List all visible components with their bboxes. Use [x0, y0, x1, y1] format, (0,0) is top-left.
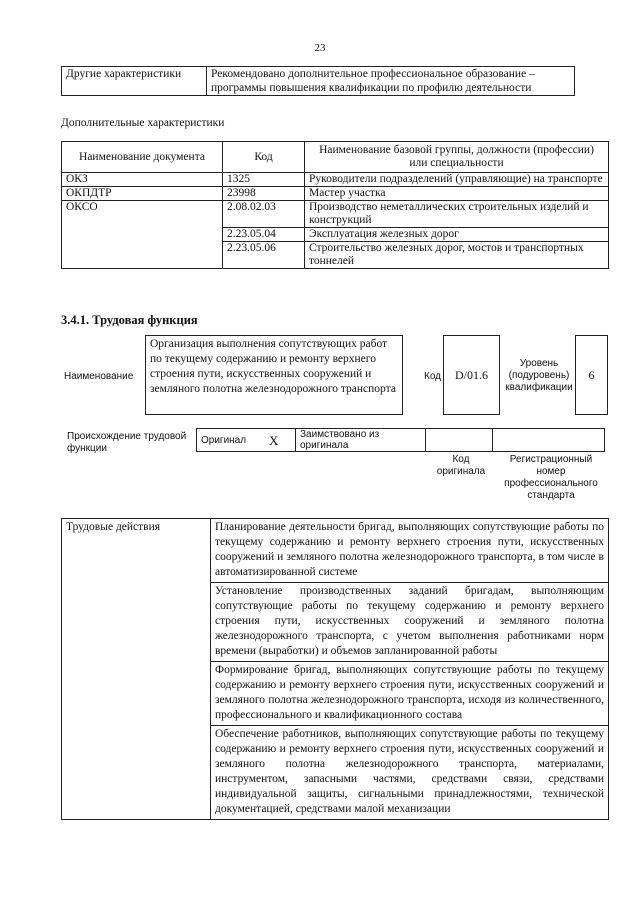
- origin-label: Происхождение трудовой функции: [67, 431, 187, 454]
- table-row: [62, 173, 609, 187]
- original-code-caption: Код оригинала: [436, 454, 486, 477]
- header-code: Код: [223, 142, 305, 173]
- labor-action-item: Установление производственных заданий бригадам, выполняющим сопутствующие работы по текущему содержанию и ремонту верхнего строения пути, искусственных сооружений и земляного полотна железнодорожного транспорта, с учетом выполнения работниками норм времени (выработки) и объемов запланированной работы: [211, 583, 609, 662]
- name-cell: Руководители подразделений (управляющие) на транспорте: [305, 173, 609, 187]
- doc-cell: ОКСО: [62, 201, 223, 269]
- name-label: Наименование: [64, 371, 134, 382]
- original-code-cell: [426, 429, 493, 452]
- labor-actions-label: Трудовые действия: [62, 519, 211, 820]
- name-cell: Эксплуатация железных дорог: [305, 228, 609, 242]
- labor-function-title: 3.4.1. Трудовая функция: [61, 313, 198, 327]
- doc-cell: ОКПДТР: [62, 187, 223, 201]
- code-label: Код: [424, 371, 442, 382]
- table-header-row: [62, 142, 609, 173]
- labor-action-item: Планирование деятельности бригад, выполняющих сопутствующие работы по текущему содержанию и ремонту верхнего строения пути, искусственных сооружений и земляного полотна железнодорожного транспорта, в том числе в автоматизированной системе: [211, 519, 609, 583]
- name-cell: Строительство железных дорог, мостов и транспортных тоннелей: [305, 242, 609, 269]
- other-characteristics-table: [61, 66, 575, 96]
- registration-number-caption: Регистрационный номер профессионального стандарта: [504, 454, 598, 501]
- other-characteristics-value: Рекомендовано дополнительное профессиональное образование – программы повышения квалификации по профилю деятельности: [207, 67, 575, 96]
- code-cell: 2.23.05.04: [223, 228, 305, 242]
- labor-actions-table: [61, 518, 609, 820]
- labor-action-item: Обеспечение работников, выполняющих сопутствующие работы по текущему содержанию и ремонту верхнего строения пути, искусственных сооружений и земляного полотна железнодорожного транспорта, материалами, инструментом, запасными частями, средствами связи, средствами индивидуальной защиты, сигнальными принадлежностями, технической документацией, средствами малой механизации: [211, 726, 609, 820]
- table-row: [62, 187, 609, 201]
- original-mark: X: [265, 429, 296, 452]
- code-cell: 2.23.05.06: [223, 242, 305, 269]
- labor-action-item: Формирование бригад, выполняющих сопутствующие работы по текущему содержанию и ремонту верхнего строения пути, искусственных сооружений и земляного полотна железнодорожного транспорта, исходя из количественного, профессионального и квалификационного состава: [211, 662, 609, 726]
- registration-number-cell: [493, 429, 605, 452]
- page-number: 23: [314, 42, 326, 54]
- name-cell: Производство неметаллических строительных изделий и конструкций: [305, 201, 609, 228]
- borrowed-label: Заимствовано из оригинала: [296, 429, 426, 452]
- header-group-name: Наименование базовой группы, должности (профессии) или специальности: [305, 142, 609, 173]
- additional-characteristics-table: [61, 141, 609, 269]
- doc-cell: ОКЗ: [62, 173, 223, 187]
- other-characteristics-label: Другие характеристики: [62, 67, 207, 96]
- code-cell: 23998: [223, 187, 305, 201]
- function-name-box: Организация выполнения сопутствующих работ по текущему содержанию и ремонту верхнего строения пути, искусственных сооружений и земляного полотна железнодорожного транспорта: [145, 335, 403, 415]
- function-code-box: D/01.6: [443, 335, 500, 415]
- code-cell: 1325: [223, 173, 305, 187]
- qualification-level-label: Уровень (подуровень) квалификации: [505, 358, 573, 393]
- original-label: Оригинал: [197, 429, 266, 452]
- code-cell: 2.08.02.03: [223, 201, 305, 228]
- qualification-level-box: 6: [575, 335, 608, 415]
- origin-table: [196, 428, 605, 452]
- table-row: [62, 201, 609, 228]
- additional-characteristics-title: Дополнительные характеристики: [61, 117, 225, 129]
- header-document: Наименование документа: [62, 142, 223, 173]
- name-cell: Мастер участка: [305, 187, 609, 201]
